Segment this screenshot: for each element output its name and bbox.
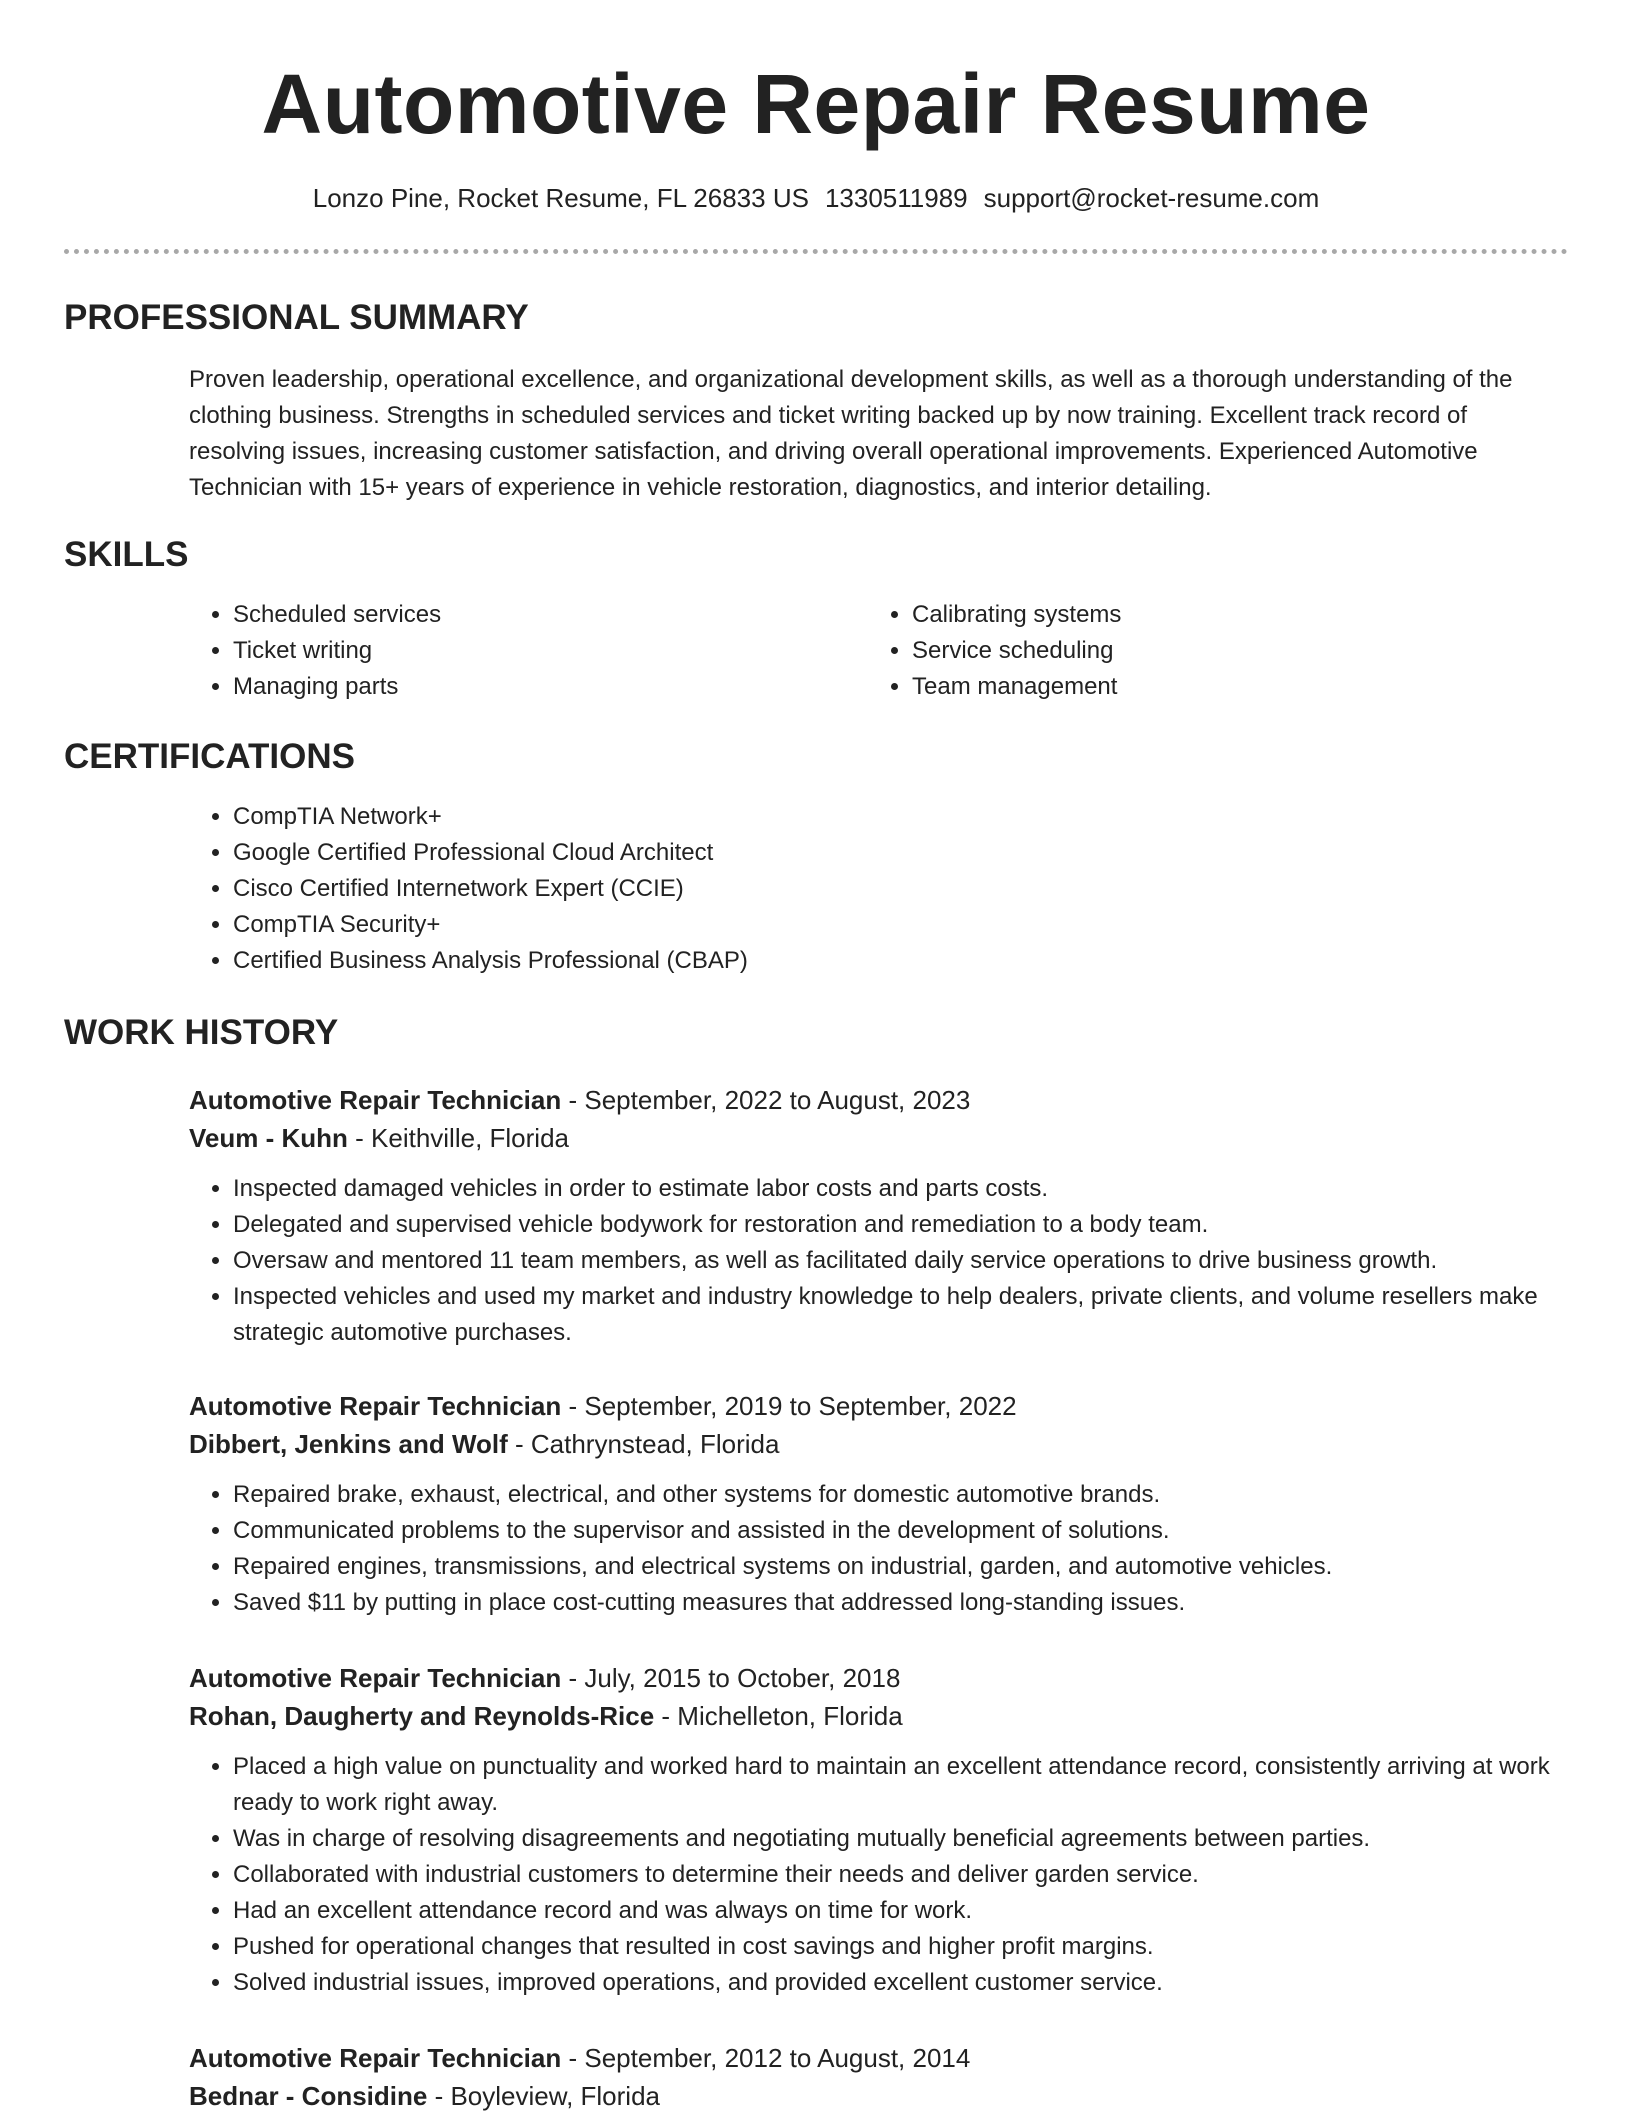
job-entry xyxy=(189,2039,1559,2115)
job-duty: • Was in charge of resolving disagreements and negotiating mutually beneficial agreements between parties. xyxy=(233,1821,1559,1857)
job-entry xyxy=(189,1081,1559,1351)
skill-item: • Ticket writing xyxy=(233,633,441,669)
job-location: - Michelleton, Florida xyxy=(654,1701,903,1731)
job-company: Bednar - Considine xyxy=(189,2081,428,2111)
contact-email[interactable]: support@rocket-resume.com xyxy=(983,183,1320,213)
certification-item: • CompTIA Security+ xyxy=(233,907,1559,943)
work-history-heading: WORK HISTORY xyxy=(64,1013,339,1052)
job-duty: • Repaired brake, exhaust, electrical, and other systems for domestic automotive brands. xyxy=(233,1477,1559,1513)
job-duty: • Placed a high value on punctuality and worked hard to maintain an excellent attendance record, consistently arriving at work ready to work right away. xyxy=(233,1749,1559,1821)
summary-text: Proven leadership, operational excellence, and organizational development skills, as well as a thorough understanding of the clothing business. Strengths in scheduled services and ticket writing backed up by now training. Excellent track record of resolving issues, increasing customer satisfaction, and driving overall operational improvements. Experienced Automotive Technician with 15+ years of experience in vehicle restoration, diagnostics, and interior detailing. xyxy=(189,366,1513,501)
skills-heading: SKILLS xyxy=(64,535,189,574)
certification-item: • CompTIA Network+ xyxy=(233,799,1559,835)
skills-list xyxy=(189,597,1559,707)
job-location: - Boyleview, Florida xyxy=(427,2081,661,2111)
contact-line xyxy=(0,180,1632,216)
job-duty: • Saved $11 by putting in place cost-cutting measures that addressed long-standing issues. xyxy=(233,1585,1559,1621)
skill-item: • Team management xyxy=(912,669,1121,705)
certification-item: • Certified Business Analysis Professional (CBAP) xyxy=(233,943,1559,979)
job-company-line xyxy=(189,2077,1559,2115)
header-divider xyxy=(64,249,1568,254)
skills-column-right xyxy=(868,597,1121,705)
job-dates: - September, 2022 to August, 2023 xyxy=(561,1085,971,1115)
job-duty: • Repaired engines, transmissions, and electrical systems on industrial, garden, and automotive vehicles. xyxy=(233,1549,1559,1585)
job-title-line xyxy=(189,2039,1559,2077)
job-entry xyxy=(189,1387,1559,1621)
certification-item: • Google Certified Professional Cloud Architect xyxy=(233,835,1559,871)
job-duty: • Solved industrial issues, improved operations, and provided excellent customer service. xyxy=(233,1965,1559,2001)
job-title: Automotive Repair Technician xyxy=(189,1085,562,1115)
job-company: Veum - Kuhn xyxy=(189,1123,348,1153)
job-entry xyxy=(189,1659,1559,2001)
certifications-heading: CERTIFICATIONS xyxy=(64,737,356,776)
job-duties xyxy=(189,1171,1559,1351)
job-company-line xyxy=(189,1425,1559,1463)
summary-heading: PROFESSIONAL SUMMARY xyxy=(64,298,529,337)
job-company-line xyxy=(189,1119,1559,1157)
job-dates: - September, 2019 to September, 2022 xyxy=(561,1391,1017,1421)
job-duties xyxy=(189,1749,1559,2001)
job-duty: • Pushed for operational changes that resulted in cost savings and higher profit margins. xyxy=(233,1929,1559,1965)
job-duty: • Had an excellent attendance record and was always on time for work. xyxy=(233,1893,1559,1929)
contact-address: Lonzo Pine, Rocket Resume, FL 26833 US xyxy=(312,183,809,213)
job-duty: • Communicated problems to the supervisor and assisted in the development of solutions. xyxy=(233,1513,1559,1549)
job-dates: - July, 2015 to October, 2018 xyxy=(561,1663,901,1693)
resume-title: Automotive Repair Resume xyxy=(261,57,1371,151)
job-title: Automotive Repair Technician xyxy=(189,2043,562,2073)
certifications-list xyxy=(189,799,1559,979)
job-title-line xyxy=(189,1659,1559,1697)
job-title-line xyxy=(189,1081,1559,1119)
job-dates: - September, 2012 to August, 2014 xyxy=(561,2043,971,2073)
job-duty: • Delegated and supervised vehicle bodywork for restoration and remediation to a body team. xyxy=(233,1207,1559,1243)
job-title-line xyxy=(189,1387,1559,1425)
job-company: Dibbert, Jenkins and Wolf xyxy=(189,1429,508,1459)
skills-column-left xyxy=(189,597,441,705)
skill-item: • Managing parts xyxy=(233,669,441,705)
job-title: Automotive Repair Technician xyxy=(189,1391,562,1421)
job-location: - Keithville, Florida xyxy=(347,1123,569,1153)
job-duty: • Oversaw and mentored 11 team members, as well as facilitated daily service operations to drive business growth. xyxy=(233,1243,1559,1279)
job-duty: • Inspected vehicles and used my market and industry knowledge to help dealers, private clients, and volume resellers make strategic automotive purchases. xyxy=(233,1279,1559,1351)
job-duties xyxy=(189,1477,1559,1621)
certification-item: • Cisco Certified Internetwork Expert (CCIE) xyxy=(233,871,1559,907)
job-company-line xyxy=(189,1697,1559,1735)
job-duty: • Collaborated with industrial customers to determine their needs and deliver garden service. xyxy=(233,1857,1559,1893)
skill-item: • Service scheduling xyxy=(912,633,1121,669)
contact-phone: 1330511989 xyxy=(824,183,968,213)
skill-item: • Scheduled services xyxy=(233,597,441,633)
job-company: Rohan, Daugherty and Reynolds-Rice xyxy=(189,1701,655,1731)
job-location: - Cathrynstead, Florida xyxy=(507,1429,780,1459)
skill-item: • Calibrating systems xyxy=(912,597,1121,633)
job-title: Automotive Repair Technician xyxy=(189,1663,562,1693)
job-duty: • Inspected damaged vehicles in order to estimate labor costs and parts costs. xyxy=(233,1171,1559,1207)
